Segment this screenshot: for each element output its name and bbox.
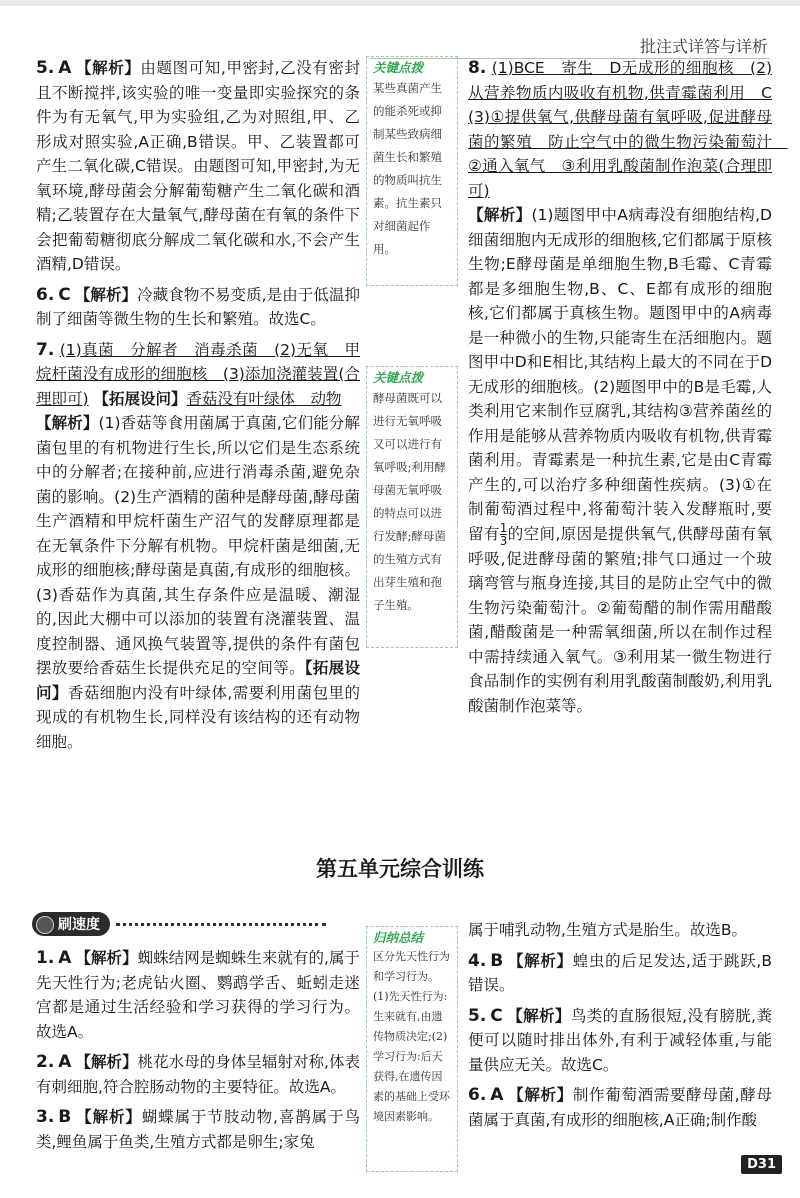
- analysis-text: (1)香菇等食用菌属于真菌,它们能分解菌包里的有机物进行生长,所以它们是生态系统中的分解者;在接种前,应进行消毒杀菌,避免杂菌的影响。(2)生产酒精的菌种是酵母菌,酵母菌生产酒精和甲烷杆菌生产沼气的发酵原理都是在无氧条件下分解有机物。甲烷杆菌是细菌,无成形的细胞核;酵母菌是真菌,有成形的细胞核。(3)香菇作为真菌,其生存条件应是温暖、潮湿的,因此大棚中可以添加的装置有浇灌装置、温度控制器、通风换气装置等,提供的条件有菌包摆放要给香菇生长提供充足的空间等。: [36, 414, 360, 677]
- lower-right-column: [468, 918, 772, 1138]
- question-4: [468, 949, 772, 998]
- header-decoration: [0, 0, 800, 34]
- question-number: 5.: [36, 58, 55, 78]
- question-3: [36, 1105, 360, 1154]
- section-title: 第五单元综合训练: [316, 857, 484, 881]
- question-number: 7.: [36, 339, 55, 360]
- question-number: 6.: [468, 1085, 487, 1105]
- analysis-text: 制作葡萄酒需要酵母菌,酵母菌属于真菌,有成形的细胞核,A正确;制作酸: [468, 1086, 772, 1129]
- question-number: 5.: [468, 1005, 487, 1026]
- analysis-tag: 【解析】: [75, 59, 141, 77]
- note-title: 归纳总结: [373, 930, 424, 945]
- extension-answer: 香菇没有叶绿体 动物: [186, 389, 342, 408]
- answer-letter: B: [58, 1107, 72, 1127]
- question-1: [36, 946, 360, 1044]
- extension-text: 香菇细胞内没有叶绿体,需要利用菌包里的现成的有机物生长,同样没有该结构的还有动物细胞。: [36, 683, 360, 751]
- answer-letter: A: [58, 58, 72, 78]
- fraction-denominator: 3: [499, 533, 508, 548]
- question-3-continued: [468, 918, 772, 943]
- note-text: 某些真菌产生的能杀死或抑制某些致病细菌生长和繁殖的物质叫抗生素。抗生素只对细菌起作用。: [373, 81, 442, 256]
- question-number: 3.: [36, 1107, 55, 1127]
- question-number: 8.: [468, 58, 487, 78]
- question-6-lower: [468, 1083, 772, 1132]
- lower-left-column: [36, 946, 360, 1160]
- extension-tag: 【拓展设问】: [36, 659, 360, 702]
- dotted-divider: [116, 923, 326, 926]
- question-number: 1.: [36, 948, 55, 968]
- analysis-tag: 【解析】: [75, 1053, 138, 1071]
- analysis-tag: 【解析】: [506, 1006, 571, 1025]
- analysis-text-continued: 的空间,原因是提供氧气,供酵母菌有氧呼吸,促进酵母菌的繁殖;排气口通过一个玻璃弯管与瓶身连接,其目的是防止空气中的微生物污染葡萄汁。②葡萄醋的制作需用醋酸菌,醋酸菌是一种需氧细菌,所以在制作过程中需持续通入氧气。③利用某一微生物进行食品制作的实例有利用乳酸菌制酸奶,利用乳酸菌制作泡菜等。: [468, 524, 772, 715]
- note-title: 关键点拨: [373, 60, 424, 75]
- answer-letter: C: [58, 284, 71, 305]
- analysis-tag: 【解析】: [468, 206, 532, 224]
- question-number: 6.: [36, 284, 55, 305]
- page-number: D31: [741, 1155, 782, 1174]
- answer-letter: A: [490, 1085, 504, 1105]
- note-text: 酵母菌既可以进行无氧呼吸又可以进行有氧呼吸;利用酵母菌无氧呼吸的特点可以进行发酵;酵母菌的生殖方式有出芽生殖和孢子生殖。: [373, 391, 446, 612]
- analysis-tag: 【解析】: [74, 285, 138, 304]
- note-text: 区分先天性行为和学习行为。(1)先天性行为:生来就有,由遗传物质决定;(2)学习行为:后天获得,在遗传因素的基础上受环境因素影响。: [373, 950, 450, 1123]
- question-8: [468, 56, 788, 718]
- analysis-tag: 【解析】: [36, 414, 99, 432]
- analysis-text: 桃花水母的身体呈辐射对称,体表有刺细胞,符合腔肠动物的主要特征。故选A。: [36, 1053, 360, 1096]
- answer-letter: B: [490, 950, 504, 971]
- continued-text: 属于哺乳动物,生殖方式是胎生。故选B。: [468, 921, 748, 939]
- top-header-bar: [0, 0, 800, 34]
- analysis-tag: 【解析】: [75, 949, 138, 967]
- answer-line: (1)BCE 寄生 D无成形的细胞核 (2)从营养物质内吸收有机物,供青霉菌利用 C: [468, 59, 772, 102]
- speed-badge: 刷速度: [32, 912, 110, 936]
- question-number: 2.: [36, 1052, 55, 1072]
- analysis-text: 由题图可知,甲密封,乙没有密封且不断搅拌,该实验的唯一变量即实验探究的条件为有无氧气,甲为实验组,乙为对照组,甲、乙形成对照实验,A正确,B错误。甲、乙装置都可产生二氧化碳,C错误。由题图可知,甲密封,为无氧环境,酵母菌会分解葡萄糖产生二氧化碳和酒精;乙装置存在大量氧气,酵母菌在有氧的条件下会把葡萄糖彻底分解成二氧化碳和水,不会产生酒精,D错误。: [36, 59, 360, 273]
- question-number: 4.: [468, 950, 487, 971]
- answer-line: (1)真菌 分解者 消毒杀菌 (2)无氧 甲烷杆菌没有成形的细胞核 (3)添加浇灌装置(合理即可): [36, 340, 360, 408]
- answer-letter: A: [58, 948, 72, 968]
- question-5: [36, 56, 360, 277]
- analysis-tag: 【解析】: [75, 1108, 142, 1126]
- extension-tag: 【拓展设问】: [93, 389, 187, 408]
- analysis-text: 鸟类的直肠很短,没有膀胱,粪便可以随时排出体外,有利于减轻体重,与能量供应无关。故选C。: [468, 1006, 772, 1074]
- side-note-key-point: [366, 56, 458, 286]
- answer-letter: A: [58, 1052, 72, 1072]
- analysis-text: 蜘蛛结网是蜘蛛生来就有的,属于先天性行为;老虎钻火圈、鹦鹉学舌、蚯蚓走迷宫都是通过生活经验和学习获得的学习行为。故选A。: [36, 949, 360, 1041]
- fraction-numerator: 1: [499, 520, 508, 535]
- question-5-lower: [468, 1004, 772, 1078]
- answer-line: (3)①提供氧气,供酵母菌有氧呼吸,促进酵母菌的繁殖 防止空气中的微生物污染葡萄汁 ②通入氧气 ③利用乳酸菌制作泡菜(合理即可): [468, 108, 788, 200]
- answer-letter: C: [490, 1005, 503, 1026]
- right-column: [468, 56, 788, 724]
- question-6: [36, 283, 360, 332]
- analysis-text: 冷藏食物不易变质,是由于低温抑制了细菌等微生物的生长和繁殖。故选C。: [36, 285, 360, 328]
- side-note-summary: [366, 926, 458, 1172]
- analysis-text: 蝴蝶属于节肢动物,喜鹊属于鸟类,鲤鱼属于鱼类,生殖方式都是卵生;家兔: [36, 1108, 360, 1151]
- analysis-text: (1)题图甲中A病毒没有细胞结构,D细菌细胞内无成形的细胞核,它们都属于原核生物;E酵母菌是单细胞生物,B毛霉、C青霉都是多细胞生物,B、C、E都有成形的细胞核,它们都属于真核生物。题图甲中的A病毒是一种微小的生物,只能寄生在活细胞内。题图甲中D和E相比,其结构上最大的不同在于D无成形的细胞核。(2)题图甲中的B是毛霉,人类利用它来制作豆腐乳,其结构③营养菌丝的作用是能够从营养物质内吸收有机物,供青霉菌利用。青霉素是一种抗生素,它是由C青霉产生的,可以治疗多种细菌性疾病。(3)①在制葡萄酒过程中,将葡萄汁装入发酵瓶时,要留有: [468, 206, 772, 543]
- note-title: 关键点拨: [373, 370, 424, 385]
- question-7: [36, 338, 360, 755]
- analysis-tag: 【解析】: [507, 951, 573, 970]
- header-title: 批注式详答与详析: [639, 37, 768, 56]
- analysis-tag: 【解析】: [507, 1086, 573, 1104]
- question-2: [36, 1050, 360, 1099]
- speed-badge-row: [32, 912, 350, 938]
- left-column: [36, 56, 360, 760]
- analysis-text: 蝗虫的后足发达,适于跳跃,B错误。: [468, 951, 772, 994]
- side-note-key-point-2: [366, 366, 458, 648]
